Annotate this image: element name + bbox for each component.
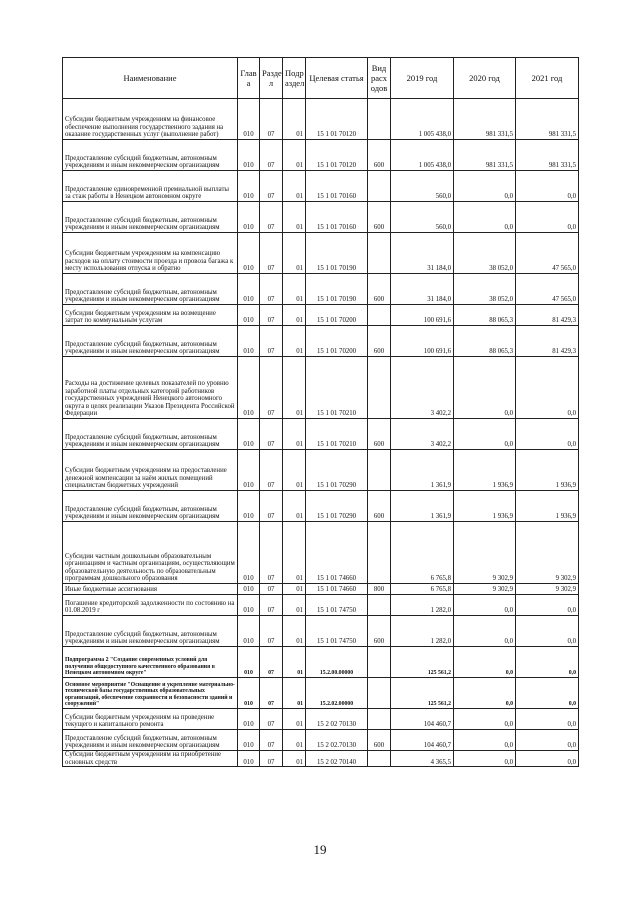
row-name-cell: Подпрограмма 2 "Создание современных условий для получения общедоступного качественного образования в Ненецком автономном округе"	[63, 647, 238, 678]
header-glav: Глав а	[238, 58, 260, 99]
row-vid-cell: 600	[368, 140, 391, 171]
row-2019-cell: 1 282,0	[391, 595, 454, 616]
table-row	[63, 419, 579, 450]
row-vid-cell	[368, 450, 391, 491]
header-razdel: Разде л	[260, 58, 283, 99]
row-podrazdel-cell: 01	[283, 751, 306, 767]
row-target-cell: 15 1 01 70200	[306, 305, 368, 326]
row-name-cell: Предоставление субсидий бюджетным, автономным учреждениям и иным некоммерческим организациям	[63, 616, 238, 647]
row-vid-cell	[368, 522, 391, 584]
row-podrazdel-cell: 01	[283, 616, 306, 647]
row-vid-cell	[368, 99, 391, 140]
row-2020-cell: 0,0	[454, 357, 516, 419]
row-razdel-cell: 07	[260, 99, 283, 140]
table-row	[63, 202, 579, 233]
row-vid-cell: 600	[368, 730, 391, 751]
table-row	[63, 522, 579, 584]
row-2021-cell: 981 331,5	[516, 99, 579, 140]
row-podrazdel-cell: 01	[283, 678, 306, 709]
table-row	[63, 274, 579, 305]
row-target-cell: 15 1 01 74750	[306, 616, 368, 647]
row-glav-cell: 010	[238, 491, 260, 522]
row-name-cell: Предоставление субсидий бюджетным, автономным учреждениям и иным некоммерческим организациям	[63, 730, 238, 751]
header-2019: 2019 год	[391, 58, 454, 99]
row-name-cell: Субсидии бюджетным учреждениям на проведение текущего и капитального ремонта	[63, 709, 238, 730]
row-target-cell: 15 1 01 70160	[306, 171, 368, 202]
row-name-cell: Предоставление субсидий бюджетным, автономным учреждениям и иным некоммерческим организациям	[63, 419, 238, 450]
row-2021-cell: 0,0	[516, 647, 579, 678]
row-2021-cell: 47 565,0	[516, 233, 579, 274]
header-vid: Вид расх одов	[368, 58, 391, 99]
row-2019-cell: 6 765,8	[391, 522, 454, 584]
row-glav-cell: 010	[238, 647, 260, 678]
row-2020-cell: 88 065,3	[454, 305, 516, 326]
row-vid-cell	[368, 233, 391, 274]
row-2019-cell: 1 361,9	[391, 450, 454, 491]
row-glav-cell: 010	[238, 678, 260, 709]
row-2019-cell: 104 460,7	[391, 709, 454, 730]
header-name: Наименование	[63, 58, 238, 99]
row-2021-cell: 9 302,9	[516, 522, 579, 584]
row-2020-cell: 38 052,0	[454, 233, 516, 274]
row-2019-cell: 125 561,2	[391, 678, 454, 709]
row-target-cell: 15 1 01 70120	[306, 99, 368, 140]
row-2019-cell: 31 184,0	[391, 274, 454, 305]
row-2019-cell: 3 402,2	[391, 419, 454, 450]
row-name-cell: Иные бюджетные ассигнования	[63, 584, 238, 595]
row-2021-cell: 9 302,9	[516, 584, 579, 595]
row-target-cell: 15 1 01 70210	[306, 357, 368, 419]
row-target-cell: 15 2 02.70130	[306, 730, 368, 751]
row-name-cell: Предоставление единовременной премиальной выплаты за стаж работы в Ненецком автономном округе	[63, 171, 238, 202]
page-number: 19	[313, 842, 327, 857]
table-row	[63, 647, 579, 678]
row-2021-cell: 0,0	[516, 357, 579, 419]
row-razdel-cell: 07	[260, 233, 283, 274]
row-vid-cell: 600	[368, 326, 391, 357]
row-2019-cell: 1 361,9	[391, 491, 454, 522]
row-razdel-cell: 07	[260, 171, 283, 202]
table-row	[63, 678, 579, 709]
row-razdel-cell: 07	[260, 595, 283, 616]
row-2021-cell: 0,0	[516, 616, 579, 647]
row-podrazdel-cell: 01	[283, 595, 306, 616]
row-2019-cell: 3 402,2	[391, 357, 454, 419]
row-vid-cell	[368, 709, 391, 730]
row-razdel-cell: 07	[260, 140, 283, 171]
row-podrazdel-cell: 01	[283, 274, 306, 305]
row-name-cell: Основное мероприятие "Оснащение и укрепление материально-технической базы государственных образовательных организаций, обеспечение сохранности и безопасности зданий и сооружений"	[63, 678, 238, 709]
row-razdel-cell: 07	[260, 202, 283, 233]
budget-table	[62, 57, 579, 767]
row-razdel-cell: 07	[260, 419, 283, 450]
table-row	[63, 616, 579, 647]
row-2020-cell: 1 936,9	[454, 450, 516, 491]
row-glav-cell: 010	[238, 616, 260, 647]
row-2021-cell: 0,0	[516, 171, 579, 202]
row-2020-cell: 0,0	[454, 616, 516, 647]
row-name-cell: Субсидии бюджетным учреждениям на приобретение основных средств	[63, 751, 238, 767]
row-podrazdel-cell: 01	[283, 357, 306, 419]
row-2020-cell: 981 331,5	[454, 140, 516, 171]
row-2021-cell: 0,0	[516, 751, 579, 767]
row-razdel-cell: 07	[260, 274, 283, 305]
row-razdel-cell: 07	[260, 491, 283, 522]
row-2019-cell: 100 691,6	[391, 305, 454, 326]
row-target-cell: 15.2.02.00000	[306, 678, 368, 709]
row-2021-cell: 0,0	[516, 202, 579, 233]
row-podrazdel-cell: 01	[283, 419, 306, 450]
row-razdel-cell: 07	[260, 357, 283, 419]
row-2020-cell: 0,0	[454, 647, 516, 678]
table-row	[63, 595, 579, 616]
row-2019-cell: 100 691,6	[391, 326, 454, 357]
row-2020-cell: 0,0	[454, 709, 516, 730]
row-vid-cell: 600	[368, 274, 391, 305]
row-2021-cell: 1 936,9	[516, 450, 579, 491]
row-2020-cell: 0,0	[454, 419, 516, 450]
row-podrazdel-cell: 01	[283, 647, 306, 678]
row-glav-cell: 010	[238, 357, 260, 419]
row-target-cell: 15 1 01 74660	[306, 522, 368, 584]
row-2020-cell: 88 065,3	[454, 326, 516, 357]
row-2020-cell: 1 936,9	[454, 491, 516, 522]
row-2019-cell: 31 184,0	[391, 233, 454, 274]
row-glav-cell: 010	[238, 419, 260, 450]
row-target-cell: 15 1 01 70290	[306, 491, 368, 522]
header-target: Целевая статья	[306, 58, 368, 99]
row-name-cell: Предоставление субсидий бюджетным, автономным учреждениям и иным некоммерческим организациям	[63, 326, 238, 357]
row-target-cell: 15 1 01 70210	[306, 419, 368, 450]
row-target-cell: 15.2.00.00000	[306, 647, 368, 678]
row-2020-cell: 0,0	[454, 202, 516, 233]
table-row	[63, 305, 579, 326]
row-name-cell: Погашение кредиторской задолженности по состоянию на 01.08.2019 г	[63, 595, 238, 616]
row-podrazdel-cell: 01	[283, 730, 306, 751]
row-vid-cell: 600	[368, 419, 391, 450]
table-row	[63, 233, 579, 274]
table-row	[63, 730, 579, 751]
row-2021-cell: 0,0	[516, 419, 579, 450]
row-glav-cell: 010	[238, 450, 260, 491]
row-2020-cell: 0,0	[454, 730, 516, 751]
row-2020-cell: 0,0	[454, 595, 516, 616]
row-name-cell: Субсидии бюджетным учреждениям на компенсацию расходов на оплату стоимости проезда и провоза багажа к месту использования отпуска и обратно	[63, 233, 238, 274]
row-2021-cell: 0,0	[516, 678, 579, 709]
row-2020-cell: 981 331,5	[454, 99, 516, 140]
table-header-row	[63, 58, 579, 99]
row-2021-cell: 81 429,3	[516, 305, 579, 326]
row-2020-cell: 0,0	[454, 751, 516, 767]
row-name-cell: Предоставление субсидий бюджетным, автономным учреждениям и иным некоммерческим организациям	[63, 202, 238, 233]
row-glav-cell: 010	[238, 233, 260, 274]
row-target-cell: 15 1 01 70200	[306, 326, 368, 357]
row-vid-cell	[368, 647, 391, 678]
row-target-cell: 15 1 01 70160	[306, 202, 368, 233]
row-name-cell: Субсидии бюджетным учреждениям на предоставление денежной компенсации за наём жилых помещений специалистам бюджетных учреждений	[63, 450, 238, 491]
row-name-cell: Субсидии бюджетным учреждениям на финансовое обеспечение выполнения государственного задания на оказание государственных услуг (выполнение работ)	[63, 99, 238, 140]
row-razdel-cell: 07	[260, 450, 283, 491]
row-podrazdel-cell: 01	[283, 140, 306, 171]
header-2021: 2021 год	[516, 58, 579, 99]
row-2021-cell: 0,0	[516, 730, 579, 751]
row-2019-cell: 125 561,2	[391, 647, 454, 678]
row-2020-cell: 9 302,9	[454, 522, 516, 584]
row-razdel-cell: 07	[260, 678, 283, 709]
row-name-cell: Предоставление субсидий бюджетным, автономным учреждениям и иным некоммерческим организациям	[63, 140, 238, 171]
row-razdel-cell: 07	[260, 751, 283, 767]
row-podrazdel-cell: 01	[283, 450, 306, 491]
table-row	[63, 140, 579, 171]
row-target-cell: 15 2 02 70140	[306, 751, 368, 767]
row-glav-cell: 010	[238, 274, 260, 305]
row-2019-cell: 1 282,0	[391, 616, 454, 647]
row-2021-cell: 81 429,3	[516, 326, 579, 357]
table-row	[63, 709, 579, 730]
row-vid-cell	[368, 678, 391, 709]
table-row	[63, 99, 579, 140]
row-razdel-cell: 07	[260, 709, 283, 730]
row-2021-cell: 0,0	[516, 709, 579, 730]
row-name-cell: Предоставление субсидий бюджетным, автономным учреждениям и иным некоммерческим организациям	[63, 274, 238, 305]
row-2020-cell: 0,0	[454, 171, 516, 202]
row-glav-cell: 010	[238, 584, 260, 595]
row-podrazdel-cell: 01	[283, 99, 306, 140]
row-glav-cell: 010	[238, 522, 260, 584]
row-glav-cell: 010	[238, 305, 260, 326]
row-glav-cell: 010	[238, 99, 260, 140]
row-target-cell: 15 1 01 70290	[306, 450, 368, 491]
row-podrazdel-cell: 01	[283, 584, 306, 595]
table-row	[63, 171, 579, 202]
row-glav-cell: 010	[238, 140, 260, 171]
row-podrazdel-cell: 01	[283, 326, 306, 357]
row-glav-cell: 010	[238, 595, 260, 616]
row-vid-cell: 600	[368, 616, 391, 647]
row-podrazdel-cell: 01	[283, 522, 306, 584]
row-vid-cell	[368, 595, 391, 616]
row-razdel-cell: 07	[260, 616, 283, 647]
row-2020-cell: 9 302,9	[454, 584, 516, 595]
row-glav-cell: 010	[238, 326, 260, 357]
row-name-cell: Субсидии бюджетным учреждениям на возмещение затрат по коммунальным услугам	[63, 305, 238, 326]
table-row	[63, 491, 579, 522]
header-podrazdel: Подр аздел	[283, 58, 306, 99]
row-2021-cell: 47 565,0	[516, 274, 579, 305]
row-podrazdel-cell: 01	[283, 171, 306, 202]
row-podrazdel-cell: 01	[283, 491, 306, 522]
table-row	[63, 357, 579, 419]
row-podrazdel-cell: 01	[283, 305, 306, 326]
row-2019-cell: 6 765,8	[391, 584, 454, 595]
row-2020-cell: 0,0	[454, 678, 516, 709]
row-2021-cell: 981 331,5	[516, 140, 579, 171]
row-razdel-cell: 07	[260, 522, 283, 584]
row-glav-cell: 010	[238, 171, 260, 202]
row-vid-cell	[368, 357, 391, 419]
row-2019-cell: 4 365,5	[391, 751, 454, 767]
row-target-cell: 15 1 01 70120	[306, 140, 368, 171]
row-2019-cell: 1 005 438,0	[391, 140, 454, 171]
row-vid-cell	[368, 305, 391, 326]
row-2021-cell: 0,0	[516, 595, 579, 616]
row-target-cell: 15 1 01 70190	[306, 274, 368, 305]
row-glav-cell: 010	[238, 730, 260, 751]
row-target-cell: 15 2 02 70130	[306, 709, 368, 730]
row-podrazdel-cell: 01	[283, 709, 306, 730]
table-row	[63, 584, 579, 595]
row-vid-cell	[368, 751, 391, 767]
row-target-cell: 15 1 01 70190	[306, 233, 368, 274]
row-name-cell: Субсидии частным дошкольным образовательным организациям и частным организациям, осуществляющим образовательную деятельность по образовательным программам дошкольного образования	[63, 522, 238, 584]
row-podrazdel-cell: 01	[283, 202, 306, 233]
table-row	[63, 751, 579, 767]
row-razdel-cell: 07	[260, 305, 283, 326]
row-vid-cell: 800	[368, 584, 391, 595]
row-vid-cell: 600	[368, 202, 391, 233]
row-2019-cell: 104 460,7	[391, 730, 454, 751]
row-razdel-cell: 07	[260, 730, 283, 751]
row-2021-cell: 1 936,9	[516, 491, 579, 522]
header-2020: 2020 год	[454, 58, 516, 99]
row-2019-cell: 1 005 438,0	[391, 99, 454, 140]
row-name-cell: Расходы на достижение целевых показателей по уровню заработной платы отдельных категорий работников государственных учреждений Ненецкого автономного округа в целях реализации Указов Президента Российской Федерации	[63, 357, 238, 419]
row-razdel-cell: 07	[260, 326, 283, 357]
row-2019-cell: 560,0	[391, 171, 454, 202]
row-target-cell: 15 1 01 74750	[306, 595, 368, 616]
row-2019-cell: 560,0	[391, 202, 454, 233]
row-vid-cell: 600	[368, 491, 391, 522]
row-glav-cell: 010	[238, 202, 260, 233]
table-row	[63, 326, 579, 357]
row-razdel-cell: 07	[260, 647, 283, 678]
row-glav-cell: 010	[238, 709, 260, 730]
table-row	[63, 450, 579, 491]
row-glav-cell: 010	[238, 751, 260, 767]
row-target-cell: 15 1 01 74660	[306, 584, 368, 595]
table-body	[63, 99, 579, 767]
row-vid-cell	[368, 171, 391, 202]
row-2020-cell: 38 052,0	[454, 274, 516, 305]
row-podrazdel-cell: 01	[283, 233, 306, 274]
row-name-cell: Предоставление субсидий бюджетным, автономным учреждениям и иным некоммерческим организациям	[63, 491, 238, 522]
row-razdel-cell: 07	[260, 584, 283, 595]
